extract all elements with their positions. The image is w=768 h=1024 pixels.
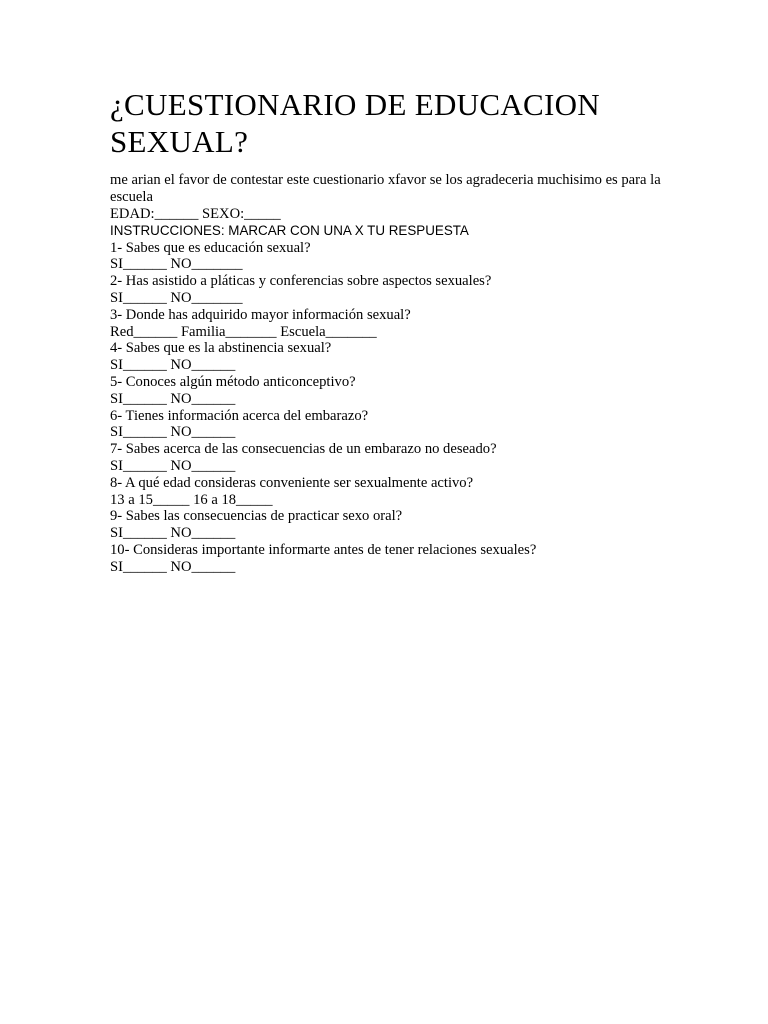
answer-options: SI______ NO______ (110, 357, 236, 374)
question-item (110, 340, 670, 374)
question-text: 6- Tienes información acerca del embarazo? (110, 407, 369, 424)
instructions-text: INSTRUCCIONES: MARCAR CON UNA X TU RESPUESTA (110, 222, 469, 238)
question-text: 4- Sabes que es la abstinencia sexual? (110, 340, 332, 357)
answer-options: SI______ NO______ (110, 558, 236, 575)
question-item (110, 408, 670, 442)
question-item (110, 542, 670, 576)
question-text: 9- Sabes las consecuencias de practicar sexo oral? (110, 508, 403, 525)
answer-options: SI______ NO______ (110, 390, 236, 407)
answer-options: Red______ Familia_______ Escuela_______ (110, 323, 377, 340)
answer-options: SI______ NO______ (110, 424, 236, 441)
question-text: 3- Donde has adquirido mayor información sexual? (110, 306, 411, 323)
question-item (110, 508, 670, 542)
answer-options: SI______ NO_______ (110, 256, 243, 273)
document-page (110, 86, 670, 576)
question-item (110, 374, 670, 408)
document-title: ¿CUESTIONARIO DE EDUCACION SEXUAL? (110, 87, 600, 159)
question-text: 7- Sabes acerca de las consecuencias de un embarazo no deseado? (110, 441, 497, 458)
question-text: 10- Consideras importante informarte antes de tener relaciones sexuales? (110, 541, 537, 558)
question-text: 8- A qué edad consideras conveniente ser sexualmente activo? (110, 474, 474, 491)
intro-text: me arian el favor de contestar este cuestionario xfavor se los agradeceria muchisimo es para la escuela (110, 172, 661, 205)
question-item (110, 441, 670, 475)
question-item (110, 475, 670, 509)
answer-options: SI______ NO______ (110, 457, 236, 474)
question-list (110, 240, 670, 576)
age-sex-fields: EDAD:______ SEXO:_____ (110, 206, 281, 222)
question-item (110, 307, 670, 341)
question-item (110, 240, 670, 274)
question-text: 1- Sabes que es educación sexual? (110, 239, 311, 256)
answer-options: SI______ NO_______ (110, 289, 243, 306)
answer-options: SI______ NO______ (110, 525, 236, 542)
question-text: 5- Conoces algún método anticonceptivo? (110, 373, 356, 390)
question-item (110, 273, 670, 307)
answer-options: 13 a 15_____ 16 a 18_____ (110, 491, 273, 508)
question-text: 2- Has asistido a pláticas y conferencias sobre aspectos sexuales? (110, 273, 492, 290)
